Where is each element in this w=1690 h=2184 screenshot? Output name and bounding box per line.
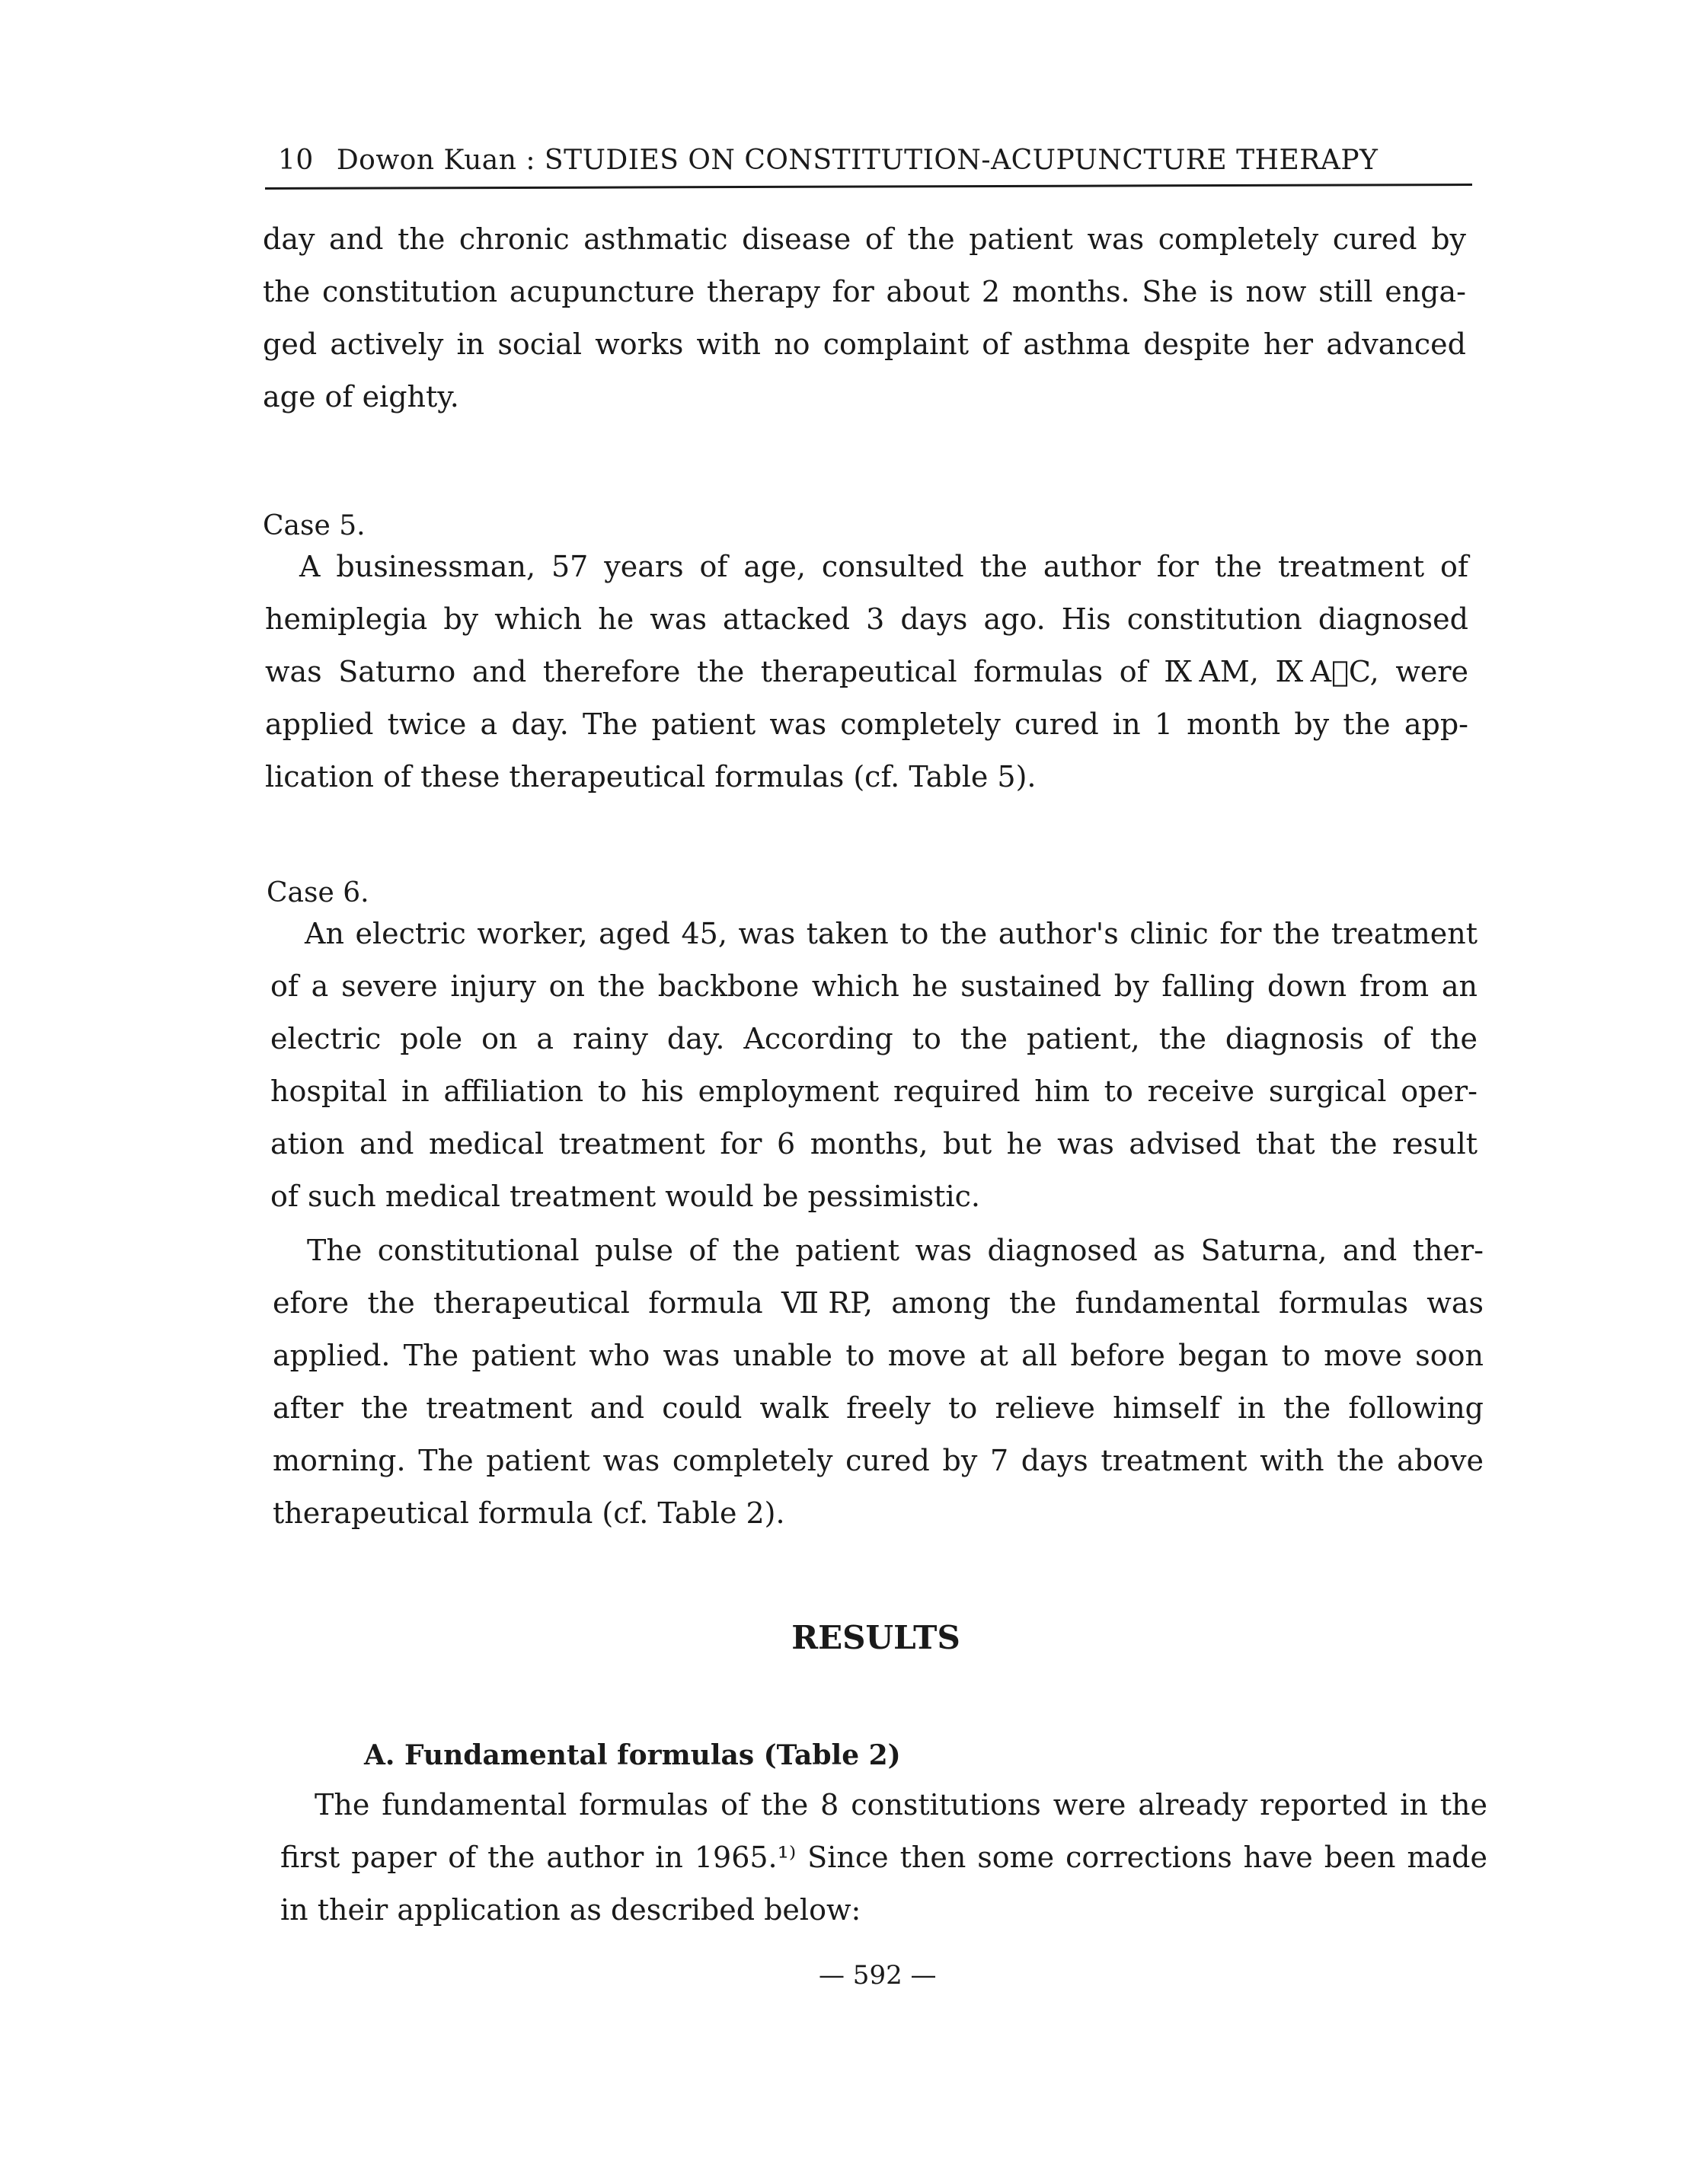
text-line: applied. The patient who was unable to move at all before began to move soon [273,1339,1484,1372]
paragraph-continuation [263,213,1466,423]
text-line: hemiplegia by which he was attacked 3 days ago. His constitution diagnosed [265,602,1468,636]
page-folio: — 592 — [819,1960,937,1991]
text-line: of such medical treatment would be pessimistic. [270,1180,980,1213]
section-heading-results: RESULTS [791,1619,960,1656]
text-line: therapeutical formula (cf. Table 2). [273,1496,785,1530]
text-line: morning. The patient was completely cured by 7 days treatment with the above [273,1444,1484,1477]
text-line: the constitution acupuncture therapy for about 2 months. She is now still enga- [263,275,1466,308]
text-line: first paper of the author in 1965.¹⁾ Since then some corrections have been made [280,1841,1487,1874]
text-line: An electric worker, aged 45, was taken to the author's clinic for the treatment [305,917,1478,950]
text-line: applied twice a day. The patient was completely cured in 1 month by the app- [265,707,1468,741]
text-line: electric pole on a rainy day. According to the patient, the diagnosis of the [270,1022,1478,1055]
text-line: efore the therapeutical formula ⅦRP, among the fundamental formulas was [273,1286,1484,1320]
text-line: ged actively in social works with no complaint of asthma despite her advanced [263,327,1466,361]
text-line: ation and medical treatment for 6 months, but he was advised that the result [270,1127,1478,1161]
running-header [278,145,1466,176]
text-line: in their application as described below: [280,1893,861,1927]
case-5-label: Case 5. [263,510,366,541]
paragraph-case-6a [270,908,1478,1223]
page-number: 10 [278,145,314,176]
subheading-fundamental-formulas: A. Fundamental formulas (Table 2) [364,1739,901,1771]
text-line: lication of these therapeutical formulas (cf. Table 5). [265,760,1037,793]
text-line: after the treatment and could walk freely to relieve himself in the following [273,1391,1484,1425]
text-line: day and the chronic asthmatic disease of the patient was completely cured by [263,222,1466,256]
text-line: The fundamental formulas of the 8 constitutions were already reported in the [315,1788,1487,1822]
text-line: age of eighty. [263,380,459,413]
text-line: of a severe injury on the backbone which he sustained by falling down from an [270,969,1478,1003]
paragraph-case-6b [273,1225,1484,1540]
paragraph-case-5 [265,541,1468,803]
paragraph-results [280,1779,1487,1937]
case-6-label: Case 6. [267,877,369,908]
text-line: hospital in affiliation to his employment required him to receive surgical oper- [270,1074,1478,1108]
header-rule [265,184,1472,190]
running-title: Dowon Kuan : STUDIES ON CONSTITUTION-ACUPUNCTURE THERAPY [336,145,1379,176]
text-line: was Saturno and therefore the therapeutical formulas of ⅨAM, ⅨA⃟C, were [265,655,1468,688]
text-line: A businessman, 57 years of age, consulted the author for the treatment of [299,550,1468,583]
text-line: The constitutional pulse of the patient was diagnosed as Saturna, and ther- [307,1234,1484,1267]
